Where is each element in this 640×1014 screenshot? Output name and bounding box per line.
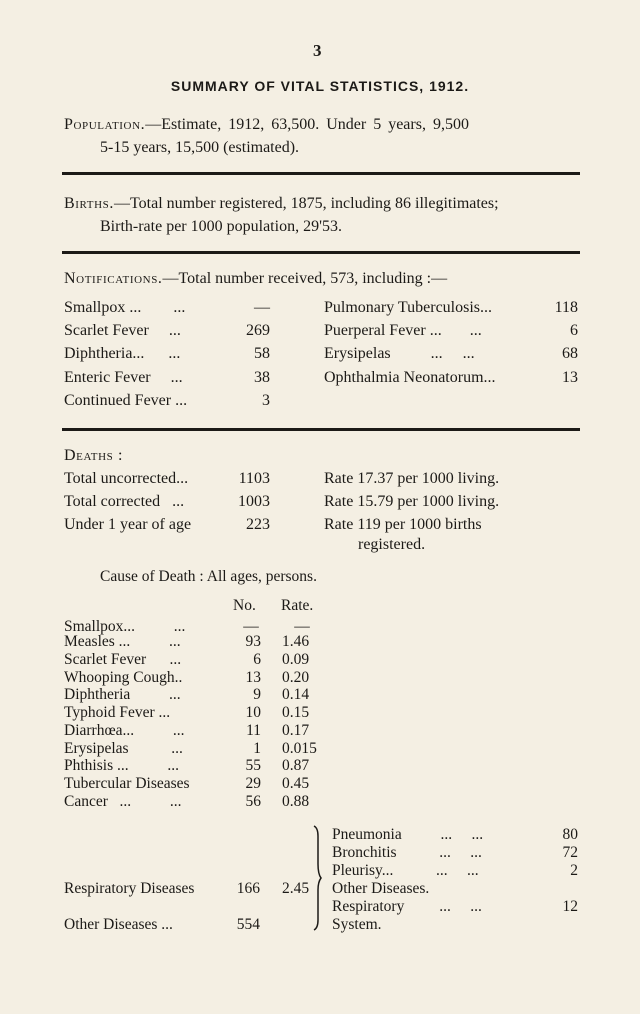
notification-left-name: Diphtheria... ... (64, 345, 181, 362)
notification-left-value: 38 (254, 369, 270, 386)
cause-row-rate: 0.20 (282, 669, 310, 686)
cause-row-rate: 1.46 (282, 633, 310, 650)
cause-row-name: Typhoid Fever ... (64, 704, 171, 721)
notification-right-value: 118 (554, 299, 578, 316)
cause-row-rate: 0.87 (282, 757, 310, 774)
breakdown-name: Respiratory ... ... (332, 898, 482, 915)
divider-3 (62, 428, 580, 431)
population-label: Population. (64, 116, 146, 133)
cause-row-name: Smallpox... ... (64, 618, 186, 635)
cause-row-rate: 0.015 (282, 740, 317, 757)
notification-left-value: — (254, 299, 270, 316)
cause-row-no: — (243, 618, 259, 635)
cause-row-no: 56 (245, 793, 261, 810)
column-header-no: No. (233, 597, 256, 614)
deaths-row-rate: Rate 119 per 1000 births (324, 516, 482, 533)
cause-row-name: Scarlet Fever ... (64, 651, 182, 668)
population-text-2: 5-15 years, 15,500 (estimated). (100, 139, 300, 156)
births-text-2: Birth-rate per 1000 population, 29'53. (100, 218, 342, 235)
cause-row-no: 6 (253, 651, 261, 668)
notification-right-value: 13 (562, 369, 578, 386)
cause-row-no: 11 (246, 722, 261, 739)
cause-row-no: 10 (245, 704, 261, 721)
breakdown-value: 72 (562, 844, 578, 861)
breakdown-name: Pneumonia ... ... (332, 826, 484, 843)
page-title: SUMMARY OF VITAL STATISTICS, 1912. (170, 78, 470, 94)
breakdown-name: Pleurisy... ... ... (332, 862, 479, 879)
other-diseases-name: Other Diseases ... (64, 916, 173, 933)
deaths-row-rate: Rate 15.79 per 1000 living. (324, 493, 500, 510)
breakdown-value: 2 (570, 862, 578, 879)
births-text-1: —Total number registered, 1875, including 86 illegitimates; (114, 195, 499, 212)
breakdown-name: Other Diseases. (332, 880, 430, 897)
cause-row-rate: — (294, 618, 310, 635)
divider-2 (62, 251, 580, 254)
notification-right-name: Puerperal Fever ... ... (324, 322, 482, 339)
cause-row-rate: 0.15 (282, 704, 310, 721)
notifications-intro: —Total number received, 573, including :— (162, 270, 448, 287)
cause-row-no: 9 (253, 686, 261, 703)
notification-left-name: Enteric Fever ... (64, 369, 183, 386)
other-diseases-no: 554 (236, 916, 260, 933)
notification-left-name: Smallpox ... ... (64, 299, 186, 316)
population-line-1 (64, 116, 469, 134)
respiratory-diseases-name: Respiratory Diseases (64, 880, 195, 897)
deaths-label: Deaths : (64, 447, 124, 464)
deaths-row-value: 223 (246, 516, 270, 533)
notification-right-name: Ophthalmia Neonatorum... (324, 369, 496, 386)
deaths-row-rate: Rate 17.37 per 1000 living. (324, 470, 500, 487)
notification-left-value: 3 (262, 392, 270, 409)
cause-row-no: 13 (245, 669, 261, 686)
notifications-heading (64, 270, 447, 288)
respiratory-diseases-rate: 2.45 (282, 880, 310, 897)
notification-left-name: Continued Fever ... (64, 392, 188, 409)
cause-row-no: 1 (253, 740, 261, 757)
notification-right-value: 6 (570, 322, 578, 339)
cause-row-name: Whooping Cough.. (64, 669, 183, 686)
cause-row-name: Tubercular Diseases (64, 775, 190, 792)
cause-row-no: 29 (245, 775, 261, 792)
notification-right-name: Erysipelas ... ... (324, 345, 475, 362)
breakdown-name: Bronchitis ... ... (332, 844, 482, 861)
cause-row-rate: 0.17 (282, 722, 310, 739)
curly-brace-icon (308, 824, 324, 932)
cause-row-name: Diarrhœa... ... (64, 722, 185, 739)
cause-row-name: Measles ... ... (64, 633, 181, 650)
breakdown-value: 12 (562, 898, 578, 915)
cause-of-death-heading: Cause of Death : All ages, persons. (100, 568, 317, 585)
deaths-row-name: Total uncorrected... (64, 470, 189, 487)
cause-row-no: 93 (245, 633, 261, 650)
deaths-row-name: Total corrected ... (64, 493, 185, 510)
cause-row-rate: 0.45 (282, 775, 310, 792)
cause-row-name: Diphtheria ... (64, 686, 181, 703)
population-text-1: —Estimate, 1912, 63,500. Under 5 years, 9,500 (145, 116, 469, 133)
cause-row-rate: 0.14 (282, 686, 310, 703)
page-number: 3 (313, 41, 322, 60)
divider-1 (62, 172, 580, 175)
cause-row-rate: 0.09 (282, 651, 310, 668)
breakdown-value: 80 (562, 826, 578, 843)
breakdown-name: System. (332, 916, 382, 933)
cause-row-name: Phthisis ... ... (64, 757, 179, 774)
notifications-label: Notifications. (64, 270, 163, 287)
respiratory-diseases-no: 166 (236, 880, 260, 897)
notification-right-name: Pulmonary Tuberculosis... (324, 299, 493, 316)
deaths-row-value: 1103 (238, 470, 270, 487)
deaths-rate-continued: registered. (358, 536, 426, 553)
notification-left-value: 58 (254, 345, 270, 362)
deaths-row-value: 1003 (238, 493, 270, 510)
cause-row-rate: 0.88 (282, 793, 310, 810)
notification-left-value: 269 (246, 322, 270, 339)
cause-row-no: 55 (245, 757, 261, 774)
cause-row-name: Erysipelas ... (64, 740, 183, 757)
deaths-row-name: Under 1 year of age (64, 516, 192, 533)
births-line-1 (64, 195, 499, 213)
cause-row-name: Cancer ... ... (64, 793, 182, 810)
notification-left-name: Scarlet Fever ... (64, 322, 181, 339)
column-header-rate: Rate. (281, 597, 314, 614)
notification-right-value: 68 (562, 345, 578, 362)
births-label: Births. (64, 195, 114, 212)
